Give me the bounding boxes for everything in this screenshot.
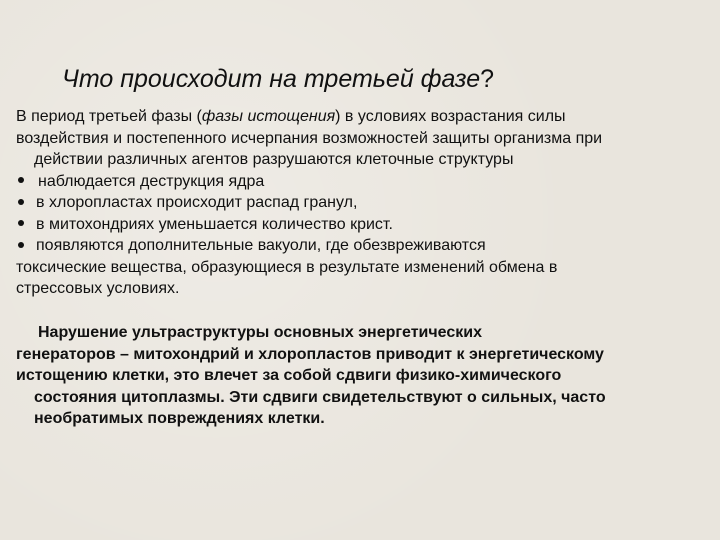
bullet-text: в хлоропластах происходит распад гранул, — [36, 194, 358, 211]
title-question-mark: ? — [480, 65, 495, 93]
title-text: Что происходит на третьей фазе — [62, 65, 481, 93]
paragraph-phase-description — [16, 106, 706, 300]
paragraph2-line-4: состояния цитоплазмы. Эти сдвиги свидетельствуют о сильных, часто — [34, 388, 606, 406]
bullet-item — [16, 214, 706, 236]
bullet-dot-icon — [18, 242, 24, 248]
paragraph1-line-1 — [16, 106, 706, 128]
paragraph2-line-5: необратимых повреждениях клетки. — [34, 410, 325, 427]
paragraph2-line-3: истощению клетки, это влечет за собой сдвиги физико-химического — [16, 367, 562, 384]
bullet-text: наблюдается деструкция ядра — [38, 172, 265, 190]
paragraph1-line-1-pre: В период третьей фазы ( — [16, 108, 202, 125]
paragraph1-line-1-post: ) в условиях возрастания силы — [335, 108, 566, 125]
paragraph1-line-3: действии различных агентов разрушаются клеточные структуры — [34, 151, 514, 168]
bullet-text: в митохондриях уменьшается количество крист. — [36, 215, 393, 233]
bullet-dot-icon — [18, 177, 24, 183]
bullet-item — [16, 235, 706, 257]
slide-title — [62, 64, 494, 94]
paragraph1-line-1-italic: фазы истощения — [201, 108, 336, 125]
paragraph2-line-1: Нарушение ультраструктуры основных энергетических — [38, 324, 483, 341]
bullet-item — [16, 192, 706, 214]
paragraph1-line-2: воздействия и постепенного исчерпания возможностей защиты организма при — [16, 129, 603, 147]
paragraph1-line-after-1: токсические вещества, образующиеся в результате изменений обмена в — [16, 258, 558, 276]
bullet-dot-icon — [18, 220, 24, 226]
paragraph2-line-2: генераторов – митохондрий и хлоропластов приводит к энергетическому — [16, 345, 604, 363]
bullet-dot-icon — [18, 199, 24, 205]
paragraph-conclusion — [16, 322, 706, 430]
bullet-item — [16, 171, 706, 193]
paragraph1-line-after-2: стрессовых условиях. — [16, 280, 180, 297]
bullet-text: появляются дополнительные вакуоли, где обезвреживаются — [36, 237, 486, 254]
